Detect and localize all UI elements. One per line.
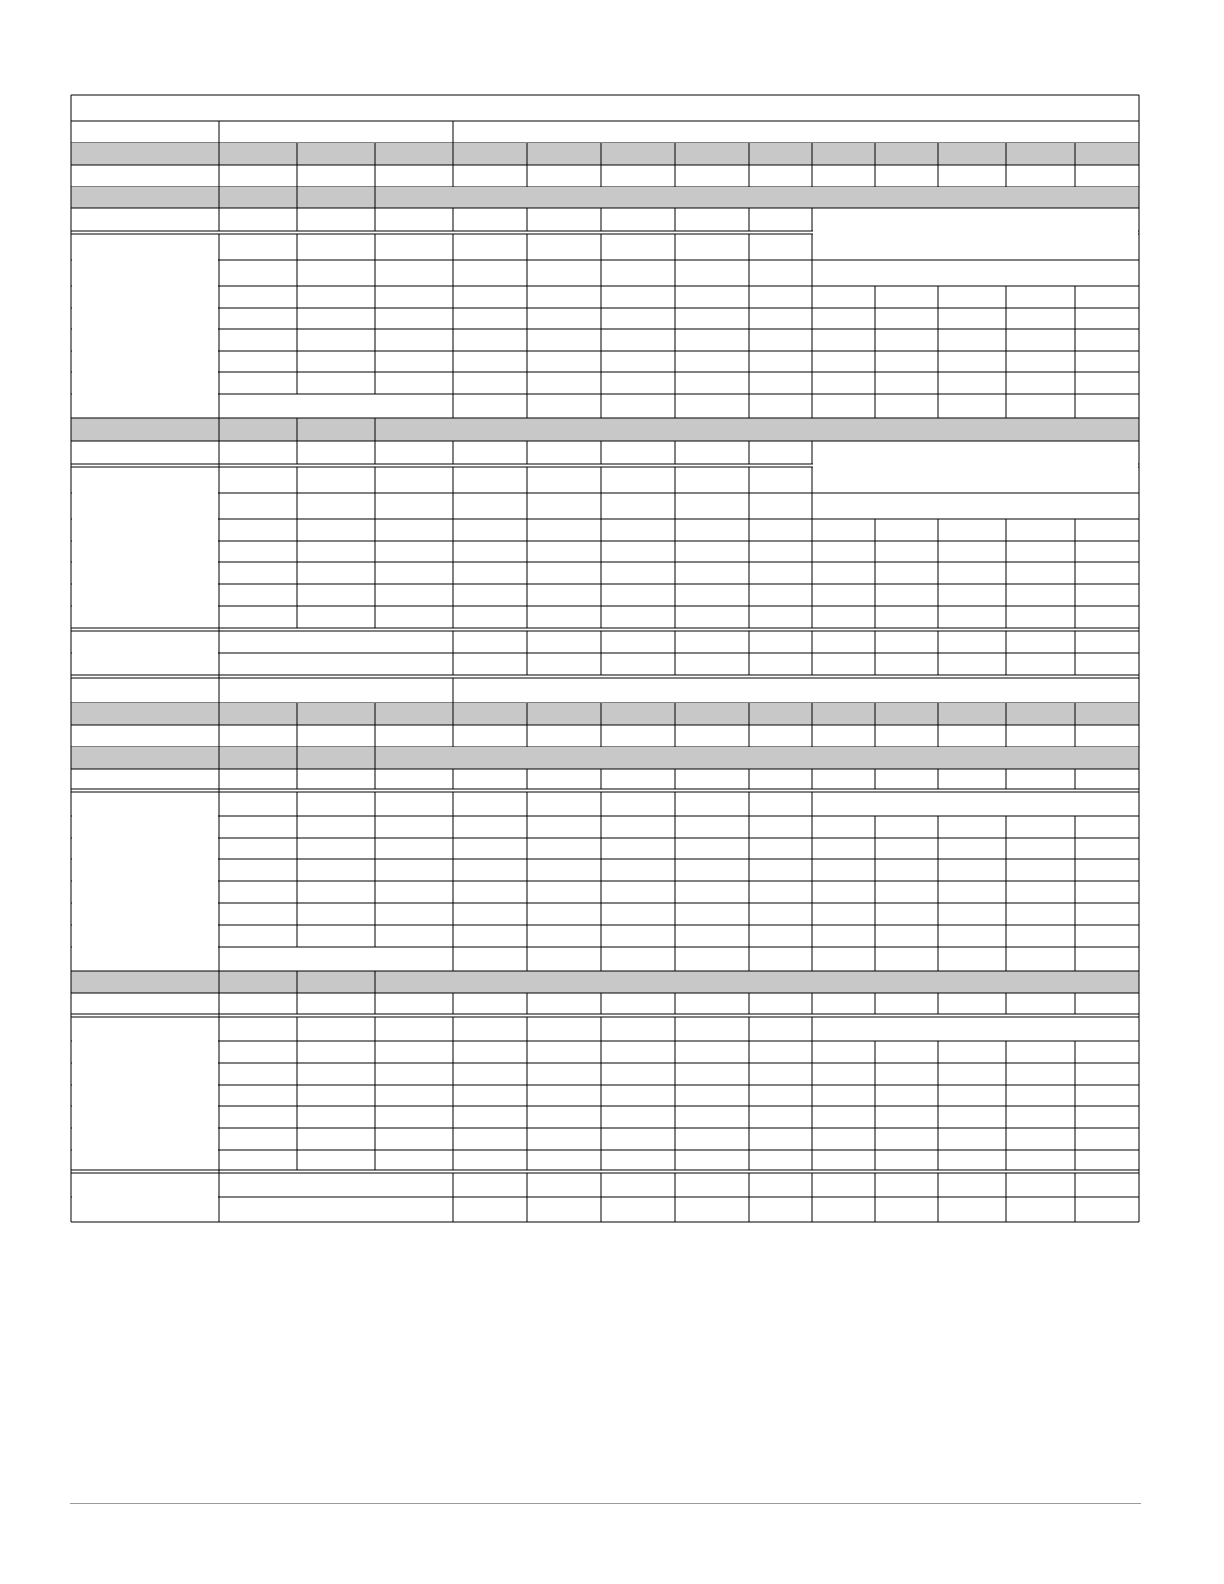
merged-label-cell	[72, 235, 218, 417]
merged-label-cell	[72, 632, 218, 674]
merged-blank-cell	[813, 1018, 1138, 1040]
footer-rule	[70, 1503, 1141, 1504]
merged-blank-cell	[813, 442, 1138, 518]
merged-label-cell	[72, 468, 218, 627]
s3-shaded-sub-shade	[71, 747, 1139, 769]
merged-blank-cell	[220, 948, 452, 970]
s2-shaded-row-shade	[71, 418, 1139, 441]
s1-shaded-row-shade	[71, 143, 1139, 165]
s4-shaded-row-shade	[71, 971, 1139, 993]
merged-blank-cell	[813, 793, 1138, 815]
merged-label-cell	[72, 1018, 218, 1169]
merged-blank-cell	[813, 209, 1138, 285]
s1-shaded-sub-shade	[71, 187, 1139, 208]
merged-label-cell	[72, 793, 218, 970]
merged-label-cell	[72, 1174, 218, 1221]
merged-blank-cell	[220, 395, 452, 417]
s3-shaded-row-shade	[71, 703, 1139, 725]
